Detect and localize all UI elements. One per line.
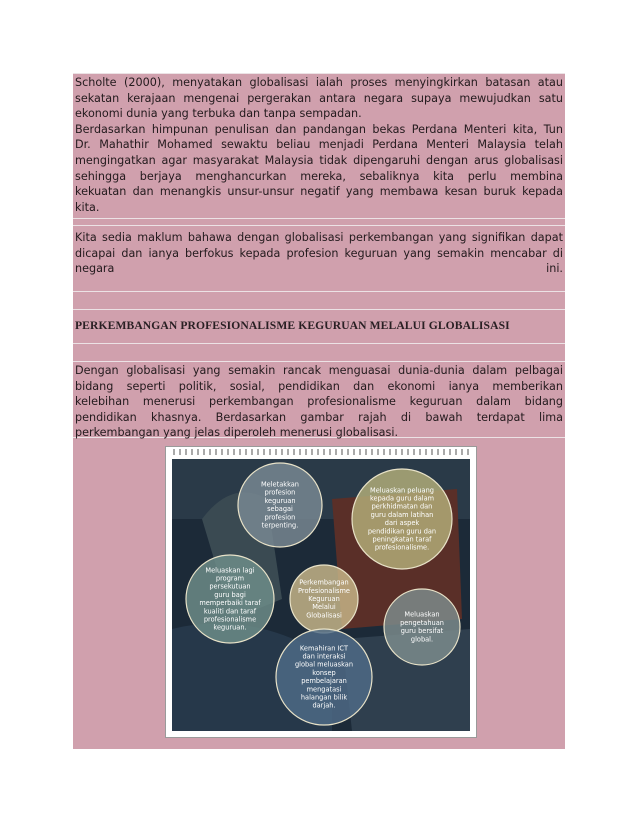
text-line: Scholte (2000), menyatakan globalisasi ialah proses menyingkirkan batasan atau [75,76,563,89]
bubble-text-line: kepada guru dalam [369,494,435,503]
divider [73,309,565,310]
bubble-text-line: profesion [264,513,296,522]
bubble-text-line: Keguruan [308,595,340,603]
text-line: Dengan globalisasi yang semakin rancak menguasai dunia-dunia dalam pelbagai [75,364,563,377]
text-line: pendidikan khasnya. Berdasarkan gambar rajah di bawah terdapat lima [75,410,563,424]
text-line: kelebihan menerusi perkembangan profesionalisme keguruan dalam bidang [75,395,563,409]
bubble-text-line: global. [410,635,434,644]
paragraph-sedia-maklum [75,230,563,277]
text-line: kita. [75,200,100,214]
bubble-text-line: pendidikan guru dan [367,527,437,536]
paragraph-scholte [75,75,563,215]
diagram-artwork [172,459,470,731]
bubble-text-line: Meluaskan lagi [205,566,255,575]
divider [73,343,565,344]
document-panel [73,73,565,749]
divider [73,361,565,362]
bubble-text-line: sebagai [267,505,293,514]
bubble-text-line: kualiti dan taraf [203,607,257,616]
text-line: sehingga berjaya menghancurkan mereka, sebaliknya kita perlu membina [75,169,563,183]
bubble-bottom-text [295,644,353,709]
bubble-text-line: global meluaskan [294,660,354,669]
bubble-text-line: dari aspek [384,519,420,528]
bubble-text-line: Profesionalisme [298,586,350,595]
spiral-binding [166,447,476,457]
bubble-text-line: profesionalisme [203,615,257,624]
bubble-text-line: darjah. [312,701,336,710]
section-heading: PERKEMBANGAN PROFESIONALISME KEGURUAN MELALUI GLOBALISASI [75,319,510,332]
text-line: bidang seperti politik, sosial, pendidikan dan ekonomi ianya memberikan [75,379,563,393]
text-line: ekonomi dunia yang terbuka dan tanpa sempadan. [75,107,362,121]
bubble-text-line: guru dalam latihan [370,510,434,519]
text-line: dicapai dan ianya berfokus kepada profesion keguruan yang semakin mencabar di [75,246,563,260]
divider [73,291,565,292]
text-line: negara ini. [75,262,563,276]
diagram-figure [165,446,477,738]
bubble-text-line: mengatasi [306,685,342,694]
bubble-text-line: perkhidmatan dan [371,502,433,511]
text-line: mengingatkan agar masyarakat Malaysia tidak dipengaruhi dengan arus globalisasi [75,153,563,167]
bubble-text-line: peningkatan taraf [372,535,432,544]
text-line: perkembangan yang jelas diperoleh menerusi globalisasi. [75,426,399,440]
bubble-text-line: Kemahiran ICT [299,644,349,653]
bubble-text-line: Melalui [312,603,336,612]
bubble-text-line: pembelajaran [301,677,347,686]
bubble-text-line: halangan bilik [300,693,348,702]
bubble-text-line: keguruan. [213,623,247,632]
bubble-text-line: guru bersifat [400,627,444,636]
bubble-text-line: Perkembangan [299,578,349,587]
divider [73,73,565,74]
bubble-text-line: profesionalisme. [374,543,430,552]
text-line: kekuatan dan menangkis unsur-unsur negatif yang membawa kesan buruk kepada [75,185,563,199]
bubble-text-line: memperbaiki taraf [199,599,261,608]
bubble-text-line: program [215,574,245,583]
text-line: Berdasarkan himpunan penulisan dan pandangan bekas Perdana Menteri kita, Tun [75,122,563,136]
text-line: sekatan kerajaan mengenai pergerakan antara negara supaya mewujudkan satu [75,91,563,105]
bubble-text-line: Globalisasi [306,611,342,620]
bubble-text-line: keguruan [264,496,296,505]
bubble-text-line: persekutuan [209,582,251,591]
bubble-text-line: Meletakkan [260,480,300,489]
bubble-text-line: profesion [264,488,296,497]
paragraph-globalisasi [75,363,563,441]
bubble-text-line: Meluaskan [404,610,440,619]
text-line: Dr. Mahathir Mohamed sewaktu beliau menjadi Perdana Menteri Malaysia telah [75,138,563,152]
bubble-text-line: guru bagi [214,590,246,599]
divider [73,225,565,226]
bubble-text-line: terpenting. [261,521,299,530]
bubble-text-line: pengetahuan [400,618,444,627]
text-line: Kita sedia maklum bahawa dengan globalisasi perkembangan yang signifikan dapat [75,231,563,244]
bubble-text-line: dan interaksi [302,652,346,661]
bubble-text-line: konsep [312,668,336,677]
bubble-text-line: Meluaskan peluang [370,486,434,495]
divider [73,218,565,219]
